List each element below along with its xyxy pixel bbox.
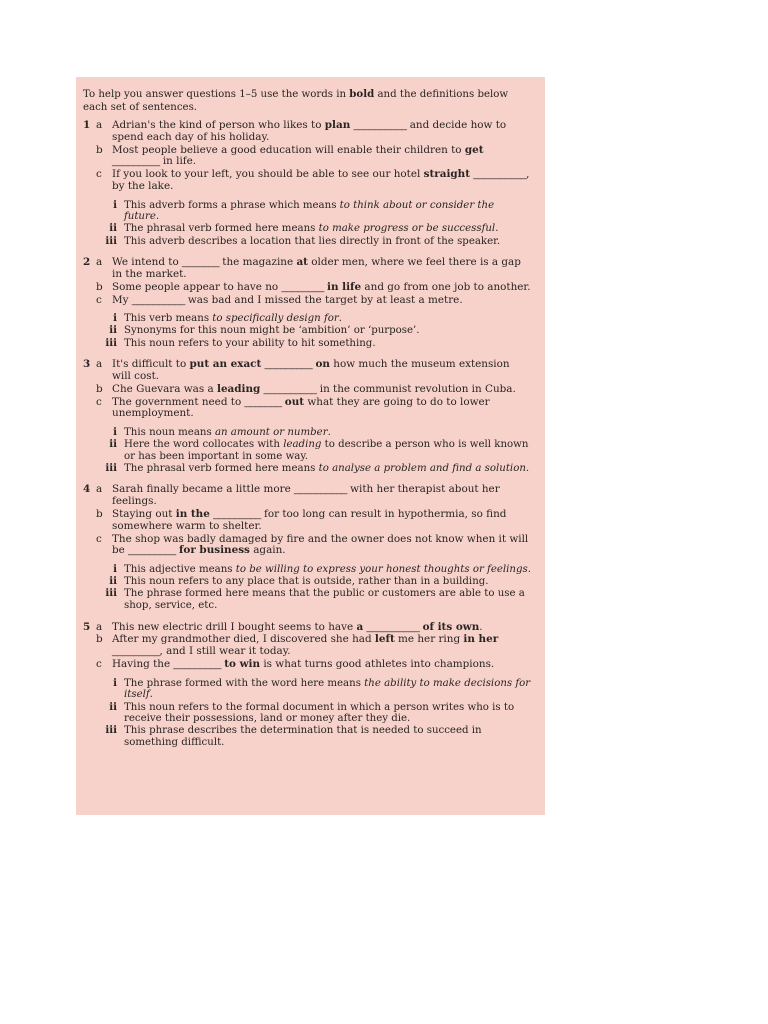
answer-blank: _________	[173, 659, 221, 671]
sentence-letter: c	[96, 532, 102, 545]
instructions: To help you answer questions 1–5 use the words in bold and the definitions below each set of sentences.	[83, 88, 509, 113]
sentence-2b	[83, 282, 531, 294]
definition-text: Here the word collocates with leading to describe a person who is well known or has been important in some way.	[124, 439, 529, 462]
definition-text: This adjective means to be willing to express your honest thoughts or feelings.	[124, 564, 531, 576]
sentence-letter: c	[96, 168, 102, 181]
sentence-1c	[83, 169, 531, 193]
answer-blank: __________	[473, 169, 527, 181]
italic-definition: the ability to make decisions for itself	[124, 677, 531, 701]
answer-blank: _______	[182, 257, 219, 269]
answer-blank: __________	[294, 484, 347, 496]
question-number	[83, 384, 96, 396]
question-1	[83, 120, 531, 247]
bold-keyword: for business	[178, 544, 250, 557]
bold-keyword: get	[464, 143, 484, 156]
question-number	[83, 634, 96, 658]
bold-keyword: on	[315, 358, 330, 371]
bold-keyword: at	[296, 256, 308, 269]
sentence-4a	[83, 484, 531, 508]
question-3	[83, 359, 531, 474]
bold-keyword: leading	[217, 382, 261, 395]
bold-keyword: in her	[463, 633, 499, 646]
italic-definition: leading	[283, 439, 322, 451]
definition-text: The phrase formed with the word here means the ability to make decisions for itself.	[124, 677, 531, 701]
roman-numeral: i	[113, 676, 117, 689]
answer-blank: __________	[263, 383, 317, 395]
definition-4-ii	[83, 576, 531, 588]
definition-text: The phrase formed here means that the public or customers are able to use a shop, service, etc.	[124, 588, 525, 612]
bold-keyword: out	[284, 395, 305, 408]
sentence-4b	[83, 509, 531, 533]
sentence-text: Adrian's the kind of person who likes to plan __________ and decide how to spend each day of his holiday.	[112, 119, 507, 143]
sentence-5b	[83, 634, 531, 658]
roman-numeral: ii	[109, 324, 117, 337]
definition-text: This noun means an amount or number.	[124, 427, 331, 439]
bold-keyword: in life	[327, 280, 362, 293]
definition-text: This phrase describes the determination that is needed to succeed in something difficult.	[124, 725, 482, 748]
sentence-letter: b	[96, 508, 103, 521]
answer-blank: _________	[128, 545, 176, 557]
definition-2-ii	[83, 325, 531, 337]
answer-blank: __________	[131, 294, 185, 306]
sentence-letter: a	[96, 620, 103, 633]
roman-numeral: iii	[105, 724, 117, 737]
roman-numeral: ii	[109, 222, 117, 235]
question-number	[83, 145, 96, 169]
definition-text: This adverb forms a phrase which means to think about or consider the future.	[124, 199, 495, 223]
roman-numeral: ii	[109, 700, 117, 713]
sentence-letter: c	[96, 658, 102, 671]
sentence-letter: a	[96, 483, 103, 496]
roman-numeral: i	[113, 426, 117, 439]
roman-numeral: iii	[105, 461, 117, 474]
bold-keyword: straight	[423, 168, 471, 181]
definition-text: This adverb describes a location that lies directly in front of the speaker.	[124, 235, 501, 247]
sentence-text: The government need to _______ out what they are going to do to lower unemployment.	[112, 395, 490, 420]
question-number	[83, 169, 96, 193]
answer-blank: __________	[353, 120, 407, 131]
definition-1-i	[83, 200, 531, 223]
question-number	[83, 509, 96, 533]
italic-definition: to make progress or be successful	[318, 223, 496, 235]
sentence-letter: b	[96, 382, 103, 395]
answer-blank: _________	[264, 359, 313, 371]
bold-keyword: of its own	[422, 620, 480, 633]
sentence-letter: b	[96, 633, 103, 646]
sentence-text: After my grandmother died, I discovered she had left me her ring in her _________, and I still wear it today.	[112, 633, 499, 658]
definitions	[83, 200, 531, 247]
definition-1-ii	[83, 223, 531, 235]
sentence-letter: a	[96, 358, 103, 371]
bold-keyword: in the	[175, 508, 210, 521]
definitions	[83, 427, 531, 474]
definitions	[83, 678, 531, 749]
sentence-4c	[83, 534, 531, 558]
definition-text: Synonyms for this noun might be ‘ambition’ or ‘purpose’.	[124, 325, 420, 337]
bold-keyword: to win	[224, 658, 261, 671]
question-2	[83, 257, 531, 349]
roman-numeral: iii	[105, 336, 117, 349]
sentence-text: Sarah finally became a little more __________ with her therapist about her feelings.	[112, 483, 500, 508]
definition-2-iii	[83, 338, 531, 350]
sentence-text: Most people believe a good education will enable their children to get _________ in life.	[112, 143, 484, 168]
sentence-2c	[83, 295, 531, 307]
sentence-text: It's difficult to put an exact _________ on how much the museum extension will cost.	[112, 358, 510, 382]
bold-keyword: bold	[349, 88, 375, 100]
bold-keyword: left	[374, 633, 395, 646]
italic-definition: an amount or number	[214, 427, 328, 439]
sentence-3a	[83, 359, 531, 383]
sentence-letter: b	[96, 280, 103, 293]
answer-blank: ________	[281, 281, 324, 293]
sentence-text: Some people appear to have no ________ in life and go from one job to another.	[112, 280, 531, 293]
question-4	[83, 484, 531, 611]
question-number	[83, 534, 96, 558]
answer-blank: _________	[112, 646, 160, 658]
bold-keyword: put an exact	[189, 358, 262, 371]
definition-5-i	[83, 678, 531, 701]
sentence-letter: b	[96, 143, 103, 156]
sentence-letter: a	[96, 119, 103, 131]
definition-text: This noun refers to any place that is outside, rather than in a building.	[124, 576, 489, 588]
answer-blank: _________	[213, 509, 261, 521]
roman-numeral: iii	[105, 587, 117, 600]
sentence-text: Che Guevara was a leading __________ in the communist revolution in Cuba.	[112, 382, 516, 395]
roman-numeral: i	[113, 198, 117, 211]
question-number: 1	[83, 119, 91, 131]
definition-3-i	[83, 427, 531, 439]
definition-4-i	[83, 564, 531, 576]
answer-blank: _______	[244, 396, 282, 408]
question-list	[83, 120, 531, 748]
question-number: 4	[83, 483, 91, 496]
roman-numeral: iii	[105, 234, 117, 247]
sentence-text: My __________ was bad and I missed the target by at least a metre.	[112, 293, 463, 306]
definitions	[83, 564, 531, 611]
sentence-5c	[83, 659, 531, 671]
question-number: 2	[83, 256, 91, 269]
question-number: 3	[83, 358, 91, 371]
definition-3-ii	[83, 439, 531, 462]
definition-5-ii	[83, 702, 531, 725]
definition-3-iii	[83, 463, 531, 475]
sentence-text: We intend to _______ the magazine at older men, where we feel there is a gap in the market.	[112, 256, 521, 280]
sentence-text: Staying out in the _________ for too long can result in hypothermia, so find somewhere warm to shelter.	[112, 508, 507, 532]
sentence-text: The shop was badly damaged by fire and the owner does not know when it will be _________ for business again.	[112, 532, 529, 557]
italic-definition: to specifically design for	[212, 313, 339, 325]
answer-blank: __________	[366, 621, 420, 633]
bold-keyword: plan	[324, 119, 351, 131]
sentence-2a	[83, 257, 531, 281]
sentence-letter: c	[96, 293, 102, 306]
sentence-1b	[83, 145, 531, 169]
question-number	[83, 295, 96, 307]
italic-definition: to analyse a problem and find a solution	[318, 462, 526, 474]
sentence-text: Having the _________ to win is what turns good athletes into champions.	[112, 658, 495, 671]
sentence-text: If you look to your left, you should be able to see our hotel straight __________, by the lake.	[112, 168, 530, 192]
roman-numeral: i	[113, 312, 117, 325]
definition-text: The phrasal verb formed here means to make progress or be successful.	[124, 223, 499, 235]
question-number	[83, 659, 96, 671]
exercise-sheet	[76, 77, 545, 815]
roman-numeral: i	[113, 563, 117, 576]
sentence-letter: a	[96, 256, 103, 269]
question-5	[83, 622, 531, 749]
definition-text: This noun refers to your ability to hit something.	[124, 337, 376, 349]
definition-4-iii	[83, 588, 531, 611]
sentence-1a	[83, 120, 531, 144]
definition-text: This verb means to specifically design for.	[124, 313, 342, 325]
question-number	[83, 282, 96, 294]
definitions	[83, 313, 531, 349]
answer-blank: _________	[112, 156, 160, 168]
bold-keyword: a	[356, 620, 364, 633]
definition-5-iii	[83, 725, 531, 748]
definition-text: This noun refers to the formal document in which a person writes who is to receive their possessions, land or money after they die.	[124, 701, 515, 725]
sentence-letter: c	[96, 395, 102, 408]
roman-numeral: ii	[109, 438, 117, 451]
question-number	[83, 397, 96, 421]
definition-2-i	[83, 313, 531, 325]
sentence-3b	[83, 384, 531, 396]
definition-1-iii	[83, 236, 531, 248]
question-number: 5	[83, 620, 91, 633]
roman-numeral: ii	[109, 575, 117, 588]
italic-definition: to think about or consider the future	[124, 199, 495, 223]
sentence-3c	[83, 397, 531, 421]
sentence-5a	[83, 622, 531, 634]
sentence-text: This new electric drill I bought seems to have a __________ of its own.	[112, 620, 483, 633]
definition-text: The phrasal verb formed here means to analyse a problem and find a solution.	[124, 462, 530, 474]
italic-definition: to be willing to express your honest thoughts or feelings	[235, 564, 528, 576]
